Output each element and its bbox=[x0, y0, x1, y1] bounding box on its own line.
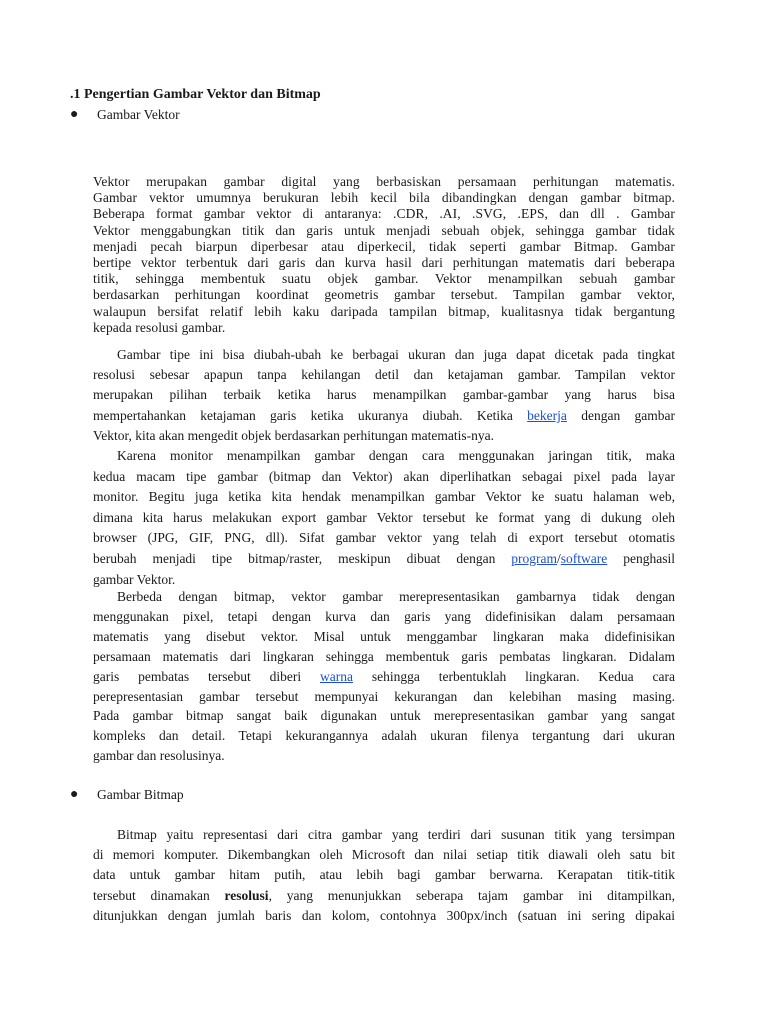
text-line: dimana kita harus melakukan export gambar Vektor tersebut ke format yang di dukung oleh bbox=[93, 509, 675, 525]
text-line: perepresentasian gambar tersebut mempunyai kekurangan dan kelebihan masing masing. bbox=[93, 688, 675, 704]
text-line: Vektor merupakan gambar digital yang berbasiskan persamaan perhitungan matematis. bbox=[93, 174, 675, 189]
text-line: menggunakan pixel, tetapi dengan kurva dan garis yang didefinisikan dalam persamaan bbox=[93, 608, 675, 624]
link-program[interactable]: program bbox=[511, 550, 558, 566]
text-line: ditunjukkan dengan jumlah baris dan kolom, contohnya 300px/inch (satuan ini sering dipakai bbox=[93, 907, 675, 923]
text-segment: dengan gambar bbox=[566, 407, 675, 423]
text-segment: garis pembatas tersebut diberi bbox=[93, 668, 321, 684]
text-line: Vektor, kita akan mengedit objek berdasarkan perhitungan matematis-nya. bbox=[93, 427, 494, 443]
text-segment: berubah menjadi tipe bitmap/raster, meskipun dibuat dengan bbox=[93, 550, 512, 566]
link-software[interactable]: software bbox=[560, 550, 608, 566]
text-line: kedua macam tipe gambar (bitmap dan Vektor) akan diperlihatkan sebagai pixel pada layar bbox=[93, 468, 675, 484]
link-warna[interactable]: warna bbox=[320, 668, 354, 684]
text-segment: / bbox=[557, 550, 561, 566]
text-segment: mempertahankan ketajaman garis ketika ukuranya diubah. Ketika bbox=[93, 407, 528, 423]
text-line: kepada resolusi gambar. bbox=[93, 319, 226, 335]
text-line: titik, sehingga membentuk suatu objek gambar. Vektor menampilkan sebuah gambar bbox=[93, 271, 675, 287]
text-line: persamaan matematis dari lingkaran sehingga membentuk garis pembatas lingkaran. Didalam bbox=[93, 648, 675, 664]
text-line bbox=[93, 886, 675, 906]
text-line: Gambar tipe ini bisa diubah-ubah ke berbagai ukuran dan juga dapat dicetak pada tingkat bbox=[117, 347, 675, 362]
text-line: Beberapa format gambar vektor di antaranya: .CDR, .AI, .SVG, .EPS, dan dll . Gambar bbox=[93, 206, 675, 222]
text-line: menjadi pecah biarpun diperbesar atau diperkecil, tidak seperti gambar Bitmap. Gambar bbox=[93, 238, 675, 254]
text-line: di memori komputer. Dikembangkan oleh Microsoft dan nilai setiap titik diawali oleh satu bit bbox=[93, 847, 675, 863]
text-line: gambar Vektor. bbox=[93, 571, 176, 587]
bullet-dot-icon: ● bbox=[70, 107, 79, 122]
text-line: Bitmap yaitu representasi dari citra gambar yang terdiri dari susunan titik yang tersimpan bbox=[117, 827, 675, 842]
bullet-dot-icon: ● bbox=[70, 787, 79, 802]
text-line: resolusi sebesar apapun tanpa kehilangan detil dan ketajaman gambar. Tampilan vektor bbox=[93, 367, 675, 383]
text-line: Vektor menggabungkan titik dan garis untuk menjadi sebuah objek, sehingga gambar tidak bbox=[93, 222, 675, 238]
section-heading: .1 Pengertian Gambar Vektor dan Bitmap bbox=[70, 87, 321, 102]
paragraph-vektor-intro bbox=[93, 174, 675, 336]
text-line: Gambar vektor umumnya berukuran lebih kecil bila dibandingkan dengan gambar bitmap. bbox=[93, 190, 675, 206]
text-line: browser (JPG, GIF, PNG, dll). Sifat gambar vektor yang telah di export tersebut otomatis bbox=[93, 530, 675, 546]
text-line bbox=[93, 667, 675, 687]
paragraph-vektor-ukuran bbox=[93, 345, 675, 446]
text-line bbox=[93, 549, 675, 570]
paragraph-vektor-monitor bbox=[93, 446, 675, 590]
text-segment: , yang menunjukkan seberapa tajam gambar ini ditampilkan, bbox=[268, 887, 675, 903]
text-line: Pada gambar bitmap sangat baik digunakan untuk merepresentasikan gambar yang sangat bbox=[93, 708, 675, 724]
text-line: merupakan pilihan terbaik ketika harus menampilkan gambar-gambar yang harus bisa bbox=[93, 387, 675, 403]
link-bekerja[interactable]: bekerja bbox=[527, 407, 567, 423]
text-line: berdasarkan perhitungan koordinat geometris gambar tersebut. Tampilan gambar vektor, bbox=[93, 287, 675, 303]
text-line: matematis yang disebut vektor. Misal untuk menggambar lingkaran maka didefinisikan bbox=[93, 628, 675, 644]
bullet-label: Gambar Bitmap bbox=[97, 787, 184, 802]
paragraph-vektor-berbeda bbox=[93, 587, 675, 766]
text-line: gambar dan resolusinya. bbox=[93, 748, 225, 764]
text-line: data untuk gambar hitam putih, atau lebih bagi gambar berwarna. Kerapatan titik-titik bbox=[93, 867, 675, 883]
text-line: monitor. Begitu juga ketika kita hendak menampilkan gambar Vektor ke suatu halaman web, bbox=[93, 489, 675, 505]
text-line: kompleks dan detail. Tetapi kekurangannya adalah ukuran filenya tergantung dari ukuran bbox=[93, 728, 675, 744]
text-segment: penghasil bbox=[607, 550, 675, 566]
text-line: bertipe vektor terbentuk dari garis dan kurva hasil dari perhitungan matematis dari beberapa bbox=[93, 255, 675, 271]
paragraph-bitmap-intro bbox=[93, 825, 675, 926]
text-line: Berbeda dengan bitmap, vektor gambar merepresentasikan gambarnya tidak dengan bbox=[117, 589, 675, 604]
text-segment: tersebut dinamakan bbox=[93, 887, 225, 903]
bullet-label: Gambar Vektor bbox=[97, 107, 180, 122]
text-line: walaupun bersifat relatif lebih kaku daripada tampilan bitmap, kualitasnya tidak bergantung bbox=[93, 303, 675, 319]
text-line bbox=[93, 406, 675, 426]
text-line: Karena monitor menampilkan gambar dengan cara menggunakan jaringan titik, maka bbox=[117, 448, 675, 463]
bold-term-resolusi: resolusi bbox=[224, 887, 269, 903]
text-segment: sehingga terbentuklah lingkaran. Kedua cara bbox=[353, 668, 675, 684]
